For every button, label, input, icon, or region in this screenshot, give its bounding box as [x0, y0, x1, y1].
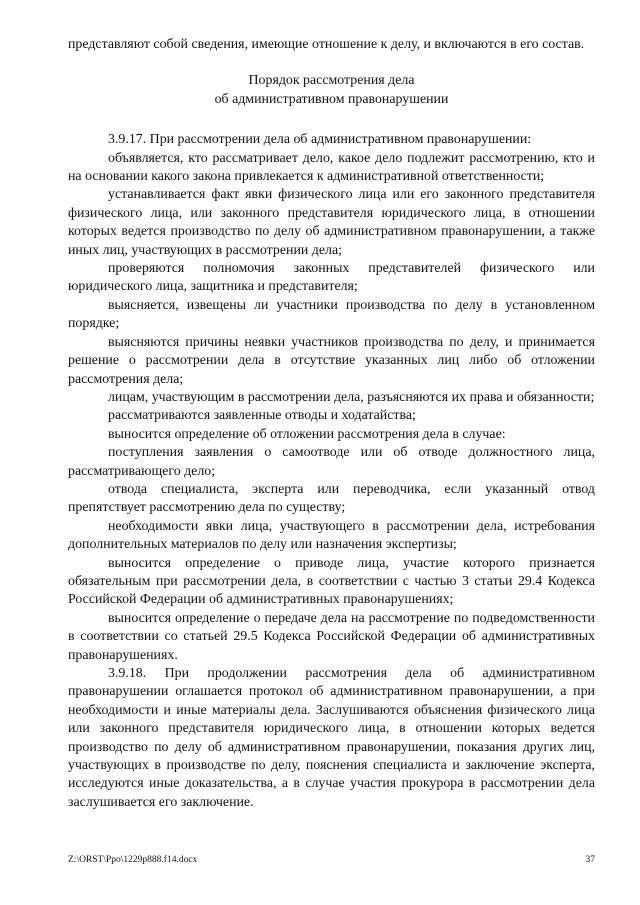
page-footer: [68, 855, 595, 865]
paragraph: 3.9.18. При продолжении рассмотрения дела об административном правонарушении оглашается протокол об административном правонарушении, а при необходимости и иные материалы дела. Заслушиваются объяснения физического лица или законного представителя юридического лица, в отношении которых ведется производство по делу об административном правонарушении, показания других лиц, участвующих в производстве по делу, пояснения специалиста и заключение эксперта, исследуются иные доказательства, а в случае участия прокурора в рассмотрении дела заслушивается его заключение.: [68, 666, 595, 810]
paragraph: выносится определение об отложении рассмотрения дела в случае:: [108, 426, 506, 442]
paragraph: выносится определение о передаче дела на рассмотрение по подведомственности в соответствии со статьей 29.5 Кодекса Российской Федерации об административных правонарушениях.: [68, 610, 595, 663]
heading-line-1: Порядок рассмотрения дела: [248, 73, 415, 89]
page-number: 37: [585, 855, 595, 865]
paragraph: объявляется, кто рассматривает дело, какое дело подлежит рассмотрению, кто и на основании какого закона привлекается к административной ответственности;: [68, 150, 595, 185]
paragraph: 3.9.17. При рассмотрении дела об административном правонарушении:: [108, 132, 532, 148]
paragraph: лицам, участвующим в рассмотрении дела, разъясняются их права и обязанности;: [108, 389, 595, 405]
paragraph: поступления заявления о самоотводе или об отводе должностного лица, рассматривающего дело;: [68, 445, 595, 479]
paragraph: выносится определение о приводе лица, участие которого признается обязательным при рассмотрении дела, в соответствии с частью 3 статьи 29.4 Кодекса Российской Федерации об административных правонарушениях;: [68, 555, 595, 608]
paragraph: проверяются полномочия законных представителей физического или юридического лица, защитника и представителя;: [68, 261, 595, 295]
intro-paragraph: представляют собой сведения, имеющие отношение к делу, и включаются в его состав.: [68, 37, 585, 52]
paragraph: необходимости явки лица, участвующего в рассмотрении дела, истребования дополнительных материалов по делу или назначения экспертизы;: [68, 518, 595, 553]
document-page: [68, 36, 595, 812]
paragraph: устанавливается факт явки физического лица или его законного представителя физического лица, или законного представителя юридического лица, в отношении которых ведется производство по делу об административном правонарушении, а также иных лиц, участвующих в рассмотрении дела;: [68, 187, 595, 258]
section-heading: [68, 72, 595, 109]
paragraph: выясняются причины неявки участников производства по делу, и принимается решение о рассмотрении дела в отсутствие указанных лиц либо об отложении рассмотрения дела;: [68, 334, 595, 387]
heading-line-2: об административном правонарушении: [214, 91, 449, 107]
paragraph: отвода специалиста, эксперта или переводчика, если указанный отвод препятствует рассмотрению дела по существу;: [68, 481, 595, 516]
paragraph: выясняется, извещены ли участники производства по делу в установленном порядке;: [68, 297, 595, 332]
paragraph: рассматриваются заявленные отводы и ходатайства;: [108, 408, 416, 424]
file-path: Z:\ORST\Ppo\1229p888.f14.docx: [68, 855, 198, 865]
